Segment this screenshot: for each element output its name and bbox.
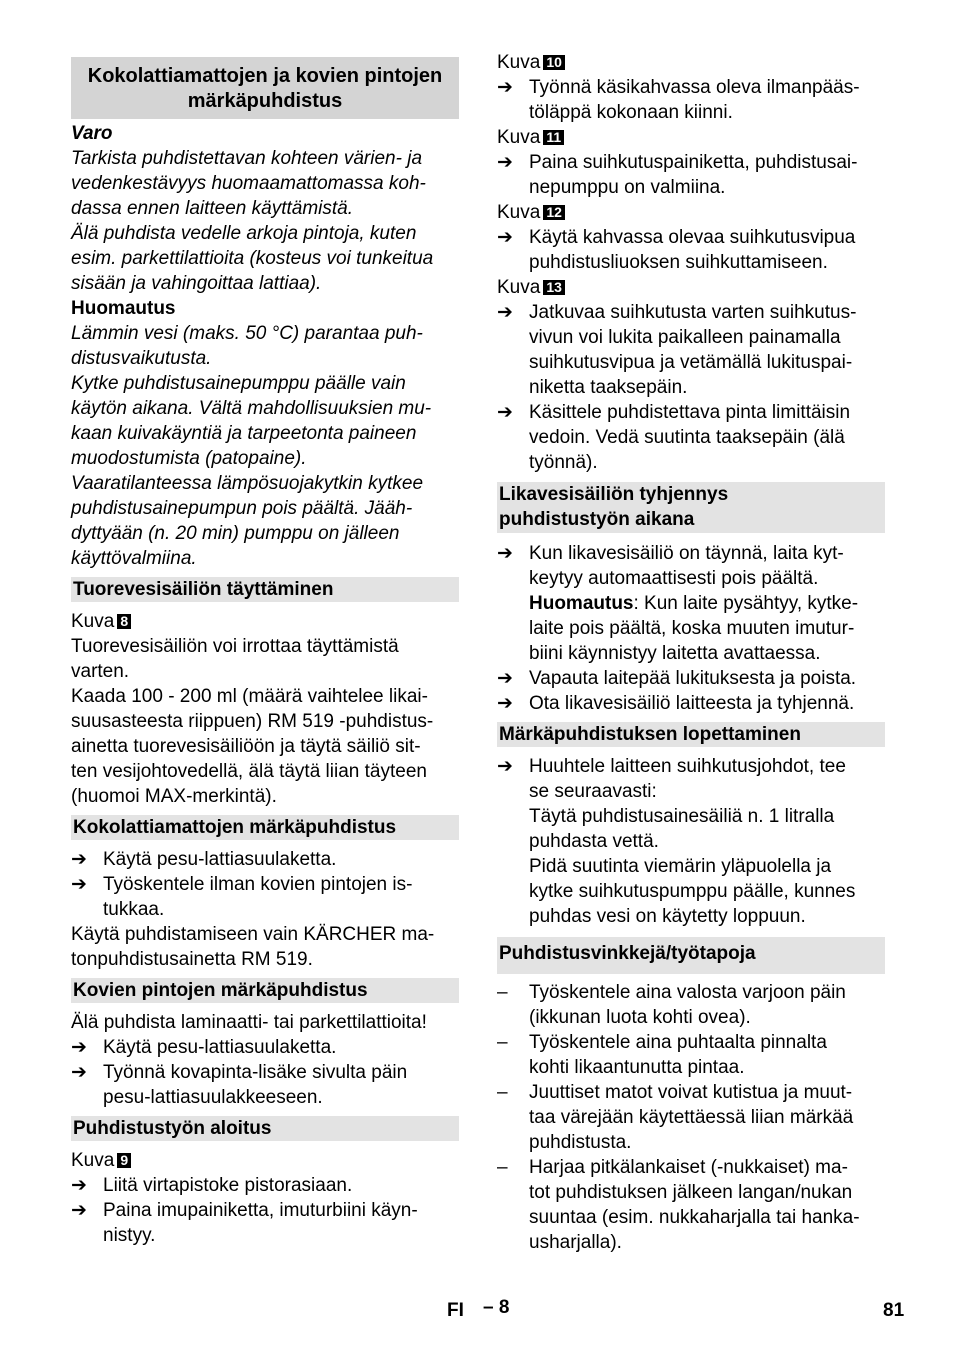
section-heading: Kokolattiamattojen märkäpuhdistus — [71, 815, 459, 840]
figure-ref: Kuva 8 — [71, 609, 459, 634]
list-item: ➔ Työskentele ilman kovien pintojen is- tukkaa. — [71, 874, 413, 920]
footer-page-number: 81 — [883, 1300, 905, 1321]
arrow-icon: ➔ — [497, 693, 513, 714]
left-column — [71, 50, 459, 1248]
figure-ref: Kuva 9 — [71, 1148, 459, 1173]
figure-ref: Kuva 11 — [497, 125, 885, 150]
figure-number: 13 — [543, 280, 565, 295]
arrow-icon: ➔ — [497, 302, 513, 323]
dash-icon: – — [497, 1032, 508, 1053]
list-item: ➔ Työnnä kovapinta-lisäke sivulta päin pesu-lattiasuulakkeeseen. — [71, 1062, 408, 1108]
list-item: ➔ Paina suihkutuspainiketta, puhdistusai- nepumppu on valmiina. — [497, 152, 858, 198]
footer-language: FI — [447, 1300, 464, 1321]
paragraph: Tuorevesisäiliön voi irrottaa täyttämistä varten. Kaada 100 - 200 ml (määrä vaihtelee likai- suusasteesta riippuen) RM 519 -puhdistus- ainetta tuorevesisäiliöön ja täytä säiliö sit- ten vesijohtovedellä, älä täytä liian täyteen (huomoi MAX-merkintä). — [71, 636, 434, 807]
dash-icon: – — [497, 1157, 508, 1178]
arrow-icon: ➔ — [71, 1062, 87, 1083]
footer-local-page: – 8 — [483, 1297, 510, 1318]
arrow-icon: ➔ — [71, 1200, 87, 1221]
arrow-icon: ➔ — [497, 227, 513, 248]
paragraph: Käytä puhdistamiseen vain KÄRCHER ma- tonpuhdistusainetta RM 519. — [71, 924, 435, 970]
list-item: – Työskentele aina puhtaalta pinnalta kohti likaantunutta pintaa. — [497, 1032, 827, 1078]
arrow-icon: ➔ — [497, 756, 513, 777]
list-item: ➔ Liitä virtapistoke pistorasiaan. — [71, 1175, 353, 1196]
figure-number: 8 — [117, 614, 131, 629]
section-heading: Kovien pintojen märkäpuhdistus — [71, 978, 459, 1003]
arrow-icon: ➔ — [497, 543, 513, 564]
list-item: – Juuttiset matot voivat kutistua ja muut- taa värejään käytettäessä liian märkää puhdistusta. — [497, 1082, 854, 1153]
arrow-icon: ➔ — [497, 402, 513, 423]
main-heading: Kokolattiamattojen ja kovien pintojen märkäpuhdistus — [71, 57, 459, 119]
figure-ref: Kuva 13 — [497, 275, 885, 300]
arrow-icon: ➔ — [71, 1175, 87, 1196]
figure-number: 10 — [543, 55, 565, 70]
list-item: ➔ Käsittele puhdistettava pinta limittäisin vedoin. Vedä suutinta taaksepäin (älä työnnä). — [497, 402, 851, 473]
list-item: ➔ Huuhtele laitteen suihkutusjohdot, tee se seuraavasti: Täytä puhdistusainesäiliä n. 1 litralla puhdasta vettä. Pidä suutinta viemärin yläpuolella ja kytke suihkutuspumppu päälle, kunnes puhdas vesi on käytetty loppuun. — [497, 756, 856, 927]
caution-label: Varo — [71, 123, 113, 144]
arrow-icon: ➔ — [497, 668, 513, 689]
arrow-icon: ➔ — [71, 874, 87, 895]
list-item: ➔ Vapauta laitepää lukituksesta ja poista. — [497, 668, 857, 689]
list-item: ➔ Käytä kahvassa olevaa suihkutusvipua puhdistusliuoksen suihkuttamiseen. — [497, 227, 856, 273]
figure-number: 11 — [543, 130, 564, 145]
arrow-icon: ➔ — [71, 1037, 87, 1058]
list-item: ➔ Paina imupainiketta, imuturbiini käyn- nistyy. — [71, 1200, 418, 1246]
arrow-icon: ➔ — [497, 77, 513, 98]
list-item: – Työskentele aina valosta varjoon päin (ikkunan luota kohti ovea). — [497, 982, 846, 1028]
list-item: ➔ Kun likavesisäiliö on täynnä, laita kyt- keytyy automaattisesti pois päältä. Huomautus: Kun laite pysähtyy, kytke- laite pois päältä, koska muuten imutur- biini käynnistyy laitetta avattaessa. — [497, 543, 859, 664]
list-item: ➔ Ota likavesisäiliö laitteesta ja tyhjennä. — [497, 693, 855, 714]
list-item: ➔ Työnnä käsikahvassa oleva ilmanpääs- töläppä kokonaan kiinni. — [497, 77, 860, 123]
section-heading: Puhdistusvinkkejä/työtapoja — [497, 937, 885, 974]
figure-number: 9 — [117, 1153, 131, 1168]
paragraph: Älä puhdista laminaatti- tai parkettilattioita! — [71, 1012, 427, 1033]
list-item: – Harjaa pitkälankaiset (-nukkaiset) ma- tot puhdistuksen jälkeen langan/nukan suuntaa (esim. nukkaharjalla tai hanka- usharjalla). — [497, 1157, 860, 1253]
note-label: Huomautus — [71, 298, 176, 319]
figure-number: 12 — [543, 205, 565, 220]
list-item: ➔ Käytä pesu-lattiasuulaketta. — [71, 849, 337, 870]
dash-icon: – — [497, 982, 508, 1003]
list-item: ➔ Jatkuvaa suihkutusta varten suihkutus- vivun voi lukita paikalleen painamalla suihkutusvipua ja vetämällä lukituspai- niketta taaksepäin. — [497, 302, 857, 398]
arrow-icon: ➔ — [497, 152, 513, 173]
figure-ref: Kuva 10 — [497, 50, 885, 75]
section-heading: Puhdistustyön aloitus — [71, 1116, 459, 1141]
section-heading: Märkäpuhdistuksen lopettaminen — [497, 722, 885, 747]
arrow-icon: ➔ — [71, 849, 87, 870]
caution-text: Tarkista puhdistettavan kohteen värien- ja vedenkestävyys huomaamattomassa koh- dassa ennen laitteen käyttämistä. Älä puhdista vedelle arkoja pintoja, kuten esim. parkettilattioita (kosteus voi tunkeitua sisään ja vahingoittaa lattiaa). — [71, 148, 434, 294]
note-text: Lämmin vesi (maks. 50 °C) parantaa puh- distusvaikutusta. Kytke puhdistusainepumppu päälle vain käytön aikana. Vältä mahdollisuuksien mu- kaan kuivakäyntiä ja tarpeetonta paineen muodostumista (patopaine). Vaaratilanteessa lämpösuojakytkin kytkee puhdistusainepumpun pois päältä. Jääh- dyttyään (n. 20 min) pumppu on jälleen käyttövalmiina. — [71, 323, 432, 569]
section-heading: Likavesisäiliön tyhjennys puhdistustyön aikana — [497, 482, 885, 533]
figure-ref: Kuva 12 — [497, 200, 885, 225]
section-heading: Tuorevesisäiliön täyttäminen — [71, 577, 459, 602]
dash-icon: – — [497, 1082, 508, 1103]
right-column — [497, 50, 885, 1255]
list-item: ➔ Käytä pesu-lattiasuulaketta. — [71, 1037, 337, 1058]
